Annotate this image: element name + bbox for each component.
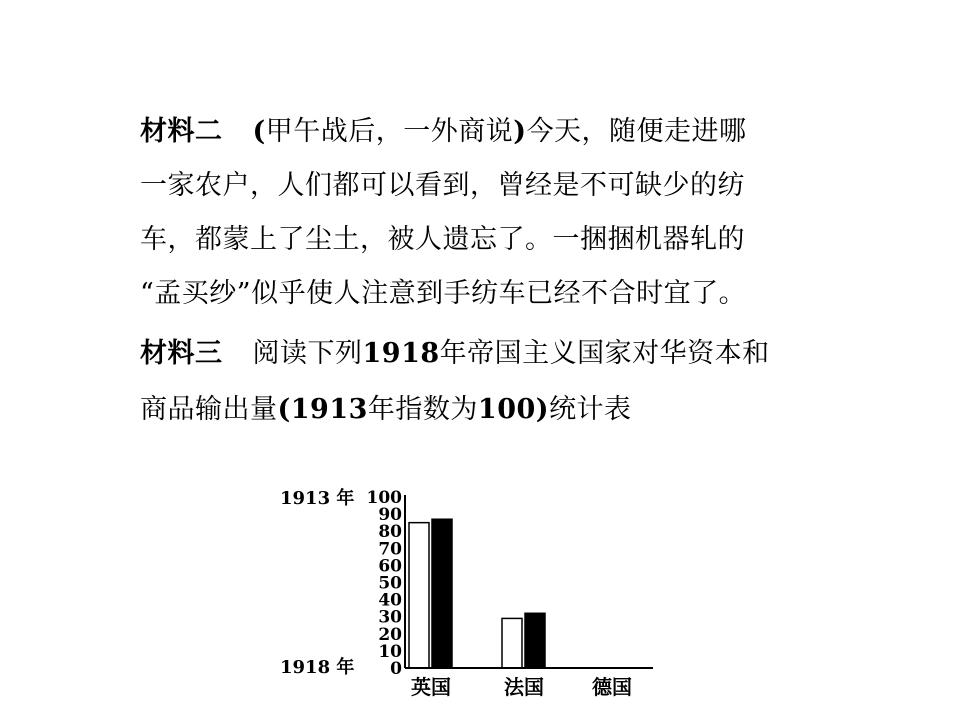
x-axis — [405, 668, 653, 699]
legend-label: 1913 年 — [280, 488, 355, 509]
material3-line2-post: 统计表 — [549, 394, 632, 425]
x-category-label: 法国 — [504, 675, 544, 699]
material3-label: 材料三 — [140, 338, 223, 369]
y-axis — [367, 488, 406, 679]
material2-line3: 车，都蒙上了尘土，被人遗忘了。一捆捆机器轧的 — [140, 224, 745, 255]
material2-label: 材料二 — [140, 116, 223, 147]
material2-line2: 一家农户，人们都可以看到，曾经是不可缺少的纺 — [140, 170, 745, 201]
paren-close: ) — [513, 116, 527, 147]
y-tick-label: 70 — [378, 539, 402, 560]
y-tick-label: 20 — [378, 624, 402, 645]
material2-line1-text: 甲午战后，一外商说 — [265, 116, 514, 147]
x-category-label: 德国 — [592, 675, 632, 699]
legend — [280, 487, 354, 678]
bar — [525, 613, 545, 668]
y-tick-label: 40 — [378, 590, 402, 611]
material3-line2-pre: 商品输出量 — [140, 394, 278, 425]
material3-line1 — [140, 336, 770, 372]
year-1918: 1918 — [362, 338, 440, 369]
material2-line1-rest: 今天，随便走进哪 — [526, 116, 747, 147]
material3-line1-pre: 阅读下列 — [252, 338, 363, 369]
y-tick-label: 0 — [390, 659, 402, 679]
x-category-label: 英国 — [411, 675, 451, 699]
material2-line4: “孟买纱”似乎使人注意到手纺车已经不合时宜了。 — [140, 278, 747, 309]
bar — [409, 523, 429, 668]
y-tick-label: 60 — [378, 556, 402, 577]
material3-line2-mid: 年指数为 — [367, 394, 478, 425]
y-tick-label: 30 — [378, 607, 402, 628]
index-100: 100) — [477, 394, 550, 425]
bars — [409, 519, 545, 668]
bar — [502, 618, 522, 668]
paren-open: ( — [252, 116, 266, 147]
y-tick-label: 10 — [378, 641, 402, 662]
bar — [432, 519, 452, 668]
base-year: (1913 — [277, 394, 368, 425]
material3-line2 — [140, 392, 632, 428]
y-tick-label: 50 — [378, 573, 402, 594]
y-tick-label: 80 — [378, 522, 402, 543]
y-tick-label: 100 — [366, 488, 402, 508]
bar-chart — [270, 482, 670, 707]
legend-label: 1918 年 — [280, 657, 355, 678]
y-tick-label: 90 — [378, 505, 402, 526]
material2-line1 — [140, 114, 747, 150]
material3-line1-post: 年帝国主义国家对华资本和 — [439, 338, 770, 369]
